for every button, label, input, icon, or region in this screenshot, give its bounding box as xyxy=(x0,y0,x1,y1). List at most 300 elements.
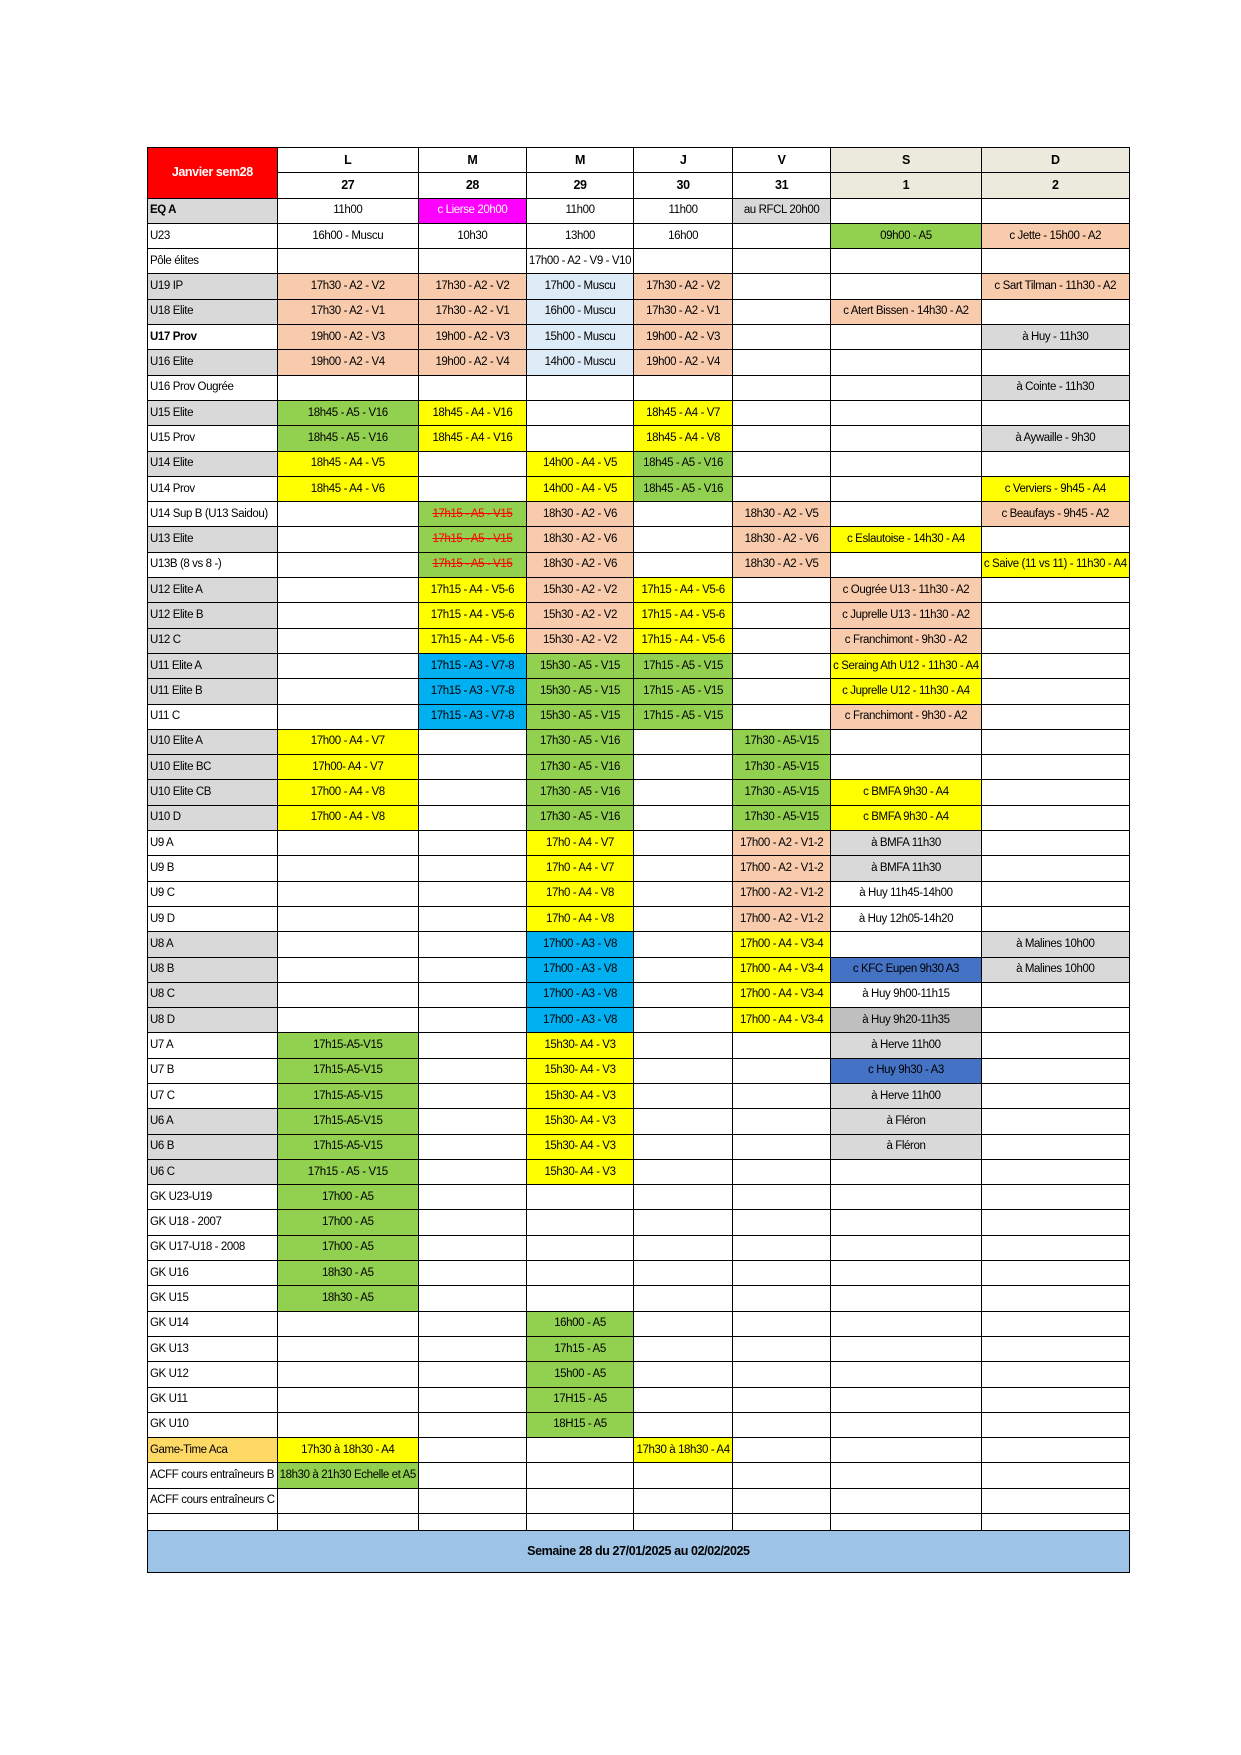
schedule-cell-tue xyxy=(418,1362,526,1387)
schedule-cell-fri: 17h00 - A2 - V1-2 xyxy=(733,831,831,856)
schedule-cell-tue xyxy=(418,1083,526,1108)
schedule-row xyxy=(148,932,1130,957)
schedule-cell-fri xyxy=(733,1033,831,1058)
schedule-cell-tue xyxy=(418,1463,526,1488)
team-label: U10 Elite BC xyxy=(148,755,278,780)
schedule-cell-wed xyxy=(526,1286,633,1311)
schedule-row xyxy=(148,831,1130,856)
schedule-cell-wed: 15h00 - Muscu xyxy=(526,325,633,350)
team-label: U12 Elite B xyxy=(148,603,278,628)
schedule-cell-tue xyxy=(418,1286,526,1311)
team-label: ACFF cours entraîneurs B xyxy=(148,1463,278,1488)
schedule-cell-wed: 17h0 - A4 - V7 xyxy=(526,856,633,881)
schedule-cell-sat: c Seraing Ath U12 - 11h30 - A4 xyxy=(831,653,982,678)
schedule-cell-mon xyxy=(277,856,418,881)
schedule-cell-fri xyxy=(733,1438,831,1463)
schedule-cell-sun xyxy=(981,1412,1129,1437)
schedule-cell-thu xyxy=(634,1362,733,1387)
team-label: U6 C xyxy=(148,1159,278,1184)
schedule-cell-wed xyxy=(526,1185,633,1210)
team-label: U14 Prov xyxy=(148,476,278,501)
schedule-cell-thu xyxy=(634,502,733,527)
schedule-cell-fri: 17h00 - A4 - V3-4 xyxy=(733,957,831,982)
schedule-cell-wed: 15h30 - A5 - V15 xyxy=(526,679,633,704)
team-label: U15 Elite xyxy=(148,400,278,425)
schedule-cell-sat xyxy=(831,325,982,350)
schedule-cell-wed: 15h30 - A2 - V2 xyxy=(526,578,633,603)
schedule-cell-sun: c Verviers - 9h45 - A4 xyxy=(981,476,1129,501)
schedule-cell-tue: 19h00 - A2 - V3 xyxy=(418,325,526,350)
schedule-cell-mon xyxy=(277,1514,418,1531)
schedule-cell-mon xyxy=(277,527,418,552)
schedule-cell-sat: à Herve 11h00 xyxy=(831,1033,982,1058)
schedule-cell-mon: 17h00- A4 - V7 xyxy=(277,755,418,780)
team-label: U11 Elite A xyxy=(148,653,278,678)
schedule-cell-mon xyxy=(277,932,418,957)
schedule-row xyxy=(148,1438,1130,1463)
schedule-cell-sun xyxy=(981,299,1129,324)
schedule-cell-tue: 17h15 - A3 - V7-8 xyxy=(418,704,526,729)
schedule-cell-thu xyxy=(634,249,733,274)
schedule-cell-mon: 17h00 - A5 xyxy=(277,1210,418,1235)
day-number-mon: 27 xyxy=(277,173,418,198)
schedule-cell-tue xyxy=(418,906,526,931)
schedule-cell-sat xyxy=(831,1412,982,1437)
schedule-row xyxy=(148,704,1130,729)
schedule-cell-fri xyxy=(733,400,831,425)
schedule-cell-wed: 18h30 - A2 - V6 xyxy=(526,552,633,577)
schedule-cell-sun xyxy=(981,451,1129,476)
schedule-cell-sun xyxy=(981,1235,1129,1260)
schedule-cell-tue: 18h45 - A4 - V16 xyxy=(418,400,526,425)
schedule-cell-thu: 17h30 - A2 - V2 xyxy=(634,274,733,299)
schedule-cell-wed: 16h00 - A5 xyxy=(526,1311,633,1336)
schedule-cell-tue: 17h15 - A5 - V15 xyxy=(418,552,526,577)
schedule-cell-sun: à Cointe - 11h30 xyxy=(981,375,1129,400)
schedule-cell-fri: 17h00 - A2 - V1-2 xyxy=(733,856,831,881)
weekly-schedule-table xyxy=(147,147,1130,1573)
day-number-thu: 30 xyxy=(634,173,733,198)
team-label: U12 Elite A xyxy=(148,578,278,603)
schedule-cell-tue xyxy=(418,249,526,274)
schedule-cell-thu xyxy=(634,1387,733,1412)
schedule-cell-sat: c Atert Bissen - 14h30 - A2 xyxy=(831,299,982,324)
schedule-row xyxy=(148,1514,1130,1531)
schedule-row xyxy=(148,653,1130,678)
week-range-footer: Semaine 28 du 27/01/2025 au 02/02/2025 xyxy=(148,1531,1130,1573)
schedule-row xyxy=(148,603,1130,628)
schedule-cell-tue xyxy=(418,1008,526,1033)
schedule-cell-wed xyxy=(526,1488,633,1513)
team-label: U16 Prov Ougrée xyxy=(148,375,278,400)
day-number-wed: 29 xyxy=(526,173,633,198)
schedule-cell-mon: 17h15 - A5 - V15 xyxy=(277,1159,418,1184)
team-label: Game-Time Aca xyxy=(148,1438,278,1463)
schedule-cell-fri xyxy=(733,1185,831,1210)
schedule-cell-fri: 17h00 - A4 - V3-4 xyxy=(733,932,831,957)
schedule-cell-sun: c Beaufays - 9h45 - A2 xyxy=(981,502,1129,527)
schedule-cell-thu xyxy=(634,932,733,957)
schedule-cell-sun xyxy=(981,856,1129,881)
schedule-cell-wed: 17h00 - A3 - V8 xyxy=(526,1008,633,1033)
schedule-cell-mon xyxy=(277,831,418,856)
schedule-cell-wed: 17h00 - A3 - V8 xyxy=(526,932,633,957)
schedule-cell-sat: c Juprelle U13 - 11h30 - A2 xyxy=(831,603,982,628)
team-label: U6 B xyxy=(148,1134,278,1159)
schedule-cell-mon: 17h00 - A4 - V8 xyxy=(277,805,418,830)
schedule-row xyxy=(148,1311,1130,1336)
team-label: U7 B xyxy=(148,1058,278,1083)
schedule-cell-fri xyxy=(733,249,831,274)
schedule-cell-sat: à Fléron xyxy=(831,1109,982,1134)
schedule-cell-sun xyxy=(981,1008,1129,1033)
schedule-cell-sat: à BMFA 11h30 xyxy=(831,831,982,856)
schedule-cell-sun xyxy=(981,249,1129,274)
schedule-row xyxy=(148,476,1130,501)
schedule-cell-mon: 18h45 - A4 - V5 xyxy=(277,451,418,476)
schedule-cell-sat xyxy=(831,375,982,400)
schedule-cell-sat xyxy=(831,1311,982,1336)
schedule-row xyxy=(148,1033,1130,1058)
schedule-cell-thu xyxy=(634,831,733,856)
schedule-cell-sun xyxy=(981,1514,1129,1531)
schedule-cell-mon xyxy=(277,1387,418,1412)
schedule-cell-sat xyxy=(831,198,982,223)
schedule-cell-thu xyxy=(634,755,733,780)
schedule-row xyxy=(148,1083,1130,1108)
schedule-cell-thu: 19h00 - A2 - V3 xyxy=(634,325,733,350)
schedule-cell-thu xyxy=(634,957,733,982)
schedule-cell-fri xyxy=(733,274,831,299)
schedule-cell-sat xyxy=(831,249,982,274)
day-letter-sat: S xyxy=(831,148,982,173)
schedule-row xyxy=(148,1134,1130,1159)
schedule-cell-mon: 18h45 - A5 - V16 xyxy=(277,400,418,425)
schedule-row xyxy=(148,578,1130,603)
schedule-cell-thu: 16h00 xyxy=(634,223,733,248)
schedule-cell-fri xyxy=(733,375,831,400)
schedule-cell-sun xyxy=(981,1185,1129,1210)
schedule-cell-wed: 15h30 - A5 - V15 xyxy=(526,704,633,729)
schedule-cell-tue xyxy=(418,1134,526,1159)
team-label: GK U17-U18 - 2008 xyxy=(148,1235,278,1260)
schedule-cell-fri: 18h30 - A2 - V5 xyxy=(733,552,831,577)
schedule-cell-wed xyxy=(526,375,633,400)
day-letter-sun: D xyxy=(981,148,1129,173)
schedule-cell-thu: 17h15 - A5 - V15 xyxy=(634,679,733,704)
team-label: EQ A xyxy=(148,198,278,223)
schedule-cell-mon: 17h30 à 18h30 - A4 xyxy=(277,1438,418,1463)
schedule-cell-sun xyxy=(981,805,1129,830)
schedule-cell-tue: c Lierse 20h00 xyxy=(418,198,526,223)
schedule-row xyxy=(148,679,1130,704)
schedule-cell-sun xyxy=(981,906,1129,931)
schedule-cell-fri xyxy=(733,426,831,451)
schedule-cell-mon xyxy=(277,1412,418,1437)
schedule-cell-tue xyxy=(418,881,526,906)
schedule-row xyxy=(148,1235,1130,1260)
schedule-cell-fri xyxy=(733,679,831,704)
team-label: GK U10 xyxy=(148,1412,278,1437)
schedule-cell-mon xyxy=(277,375,418,400)
schedule-cell-tue xyxy=(418,982,526,1007)
schedule-cell-thu xyxy=(634,1336,733,1361)
header-row-dates xyxy=(148,173,1130,198)
schedule-cell-sun xyxy=(981,1109,1129,1134)
schedule-cell-mon: 19h00 - A2 - V4 xyxy=(277,350,418,375)
schedule-row xyxy=(148,375,1130,400)
schedule-cell-thu xyxy=(634,1058,733,1083)
schedule-cell-fri xyxy=(733,1210,831,1235)
team-label: U8 B xyxy=(148,957,278,982)
team-label xyxy=(148,1514,278,1531)
schedule-cell-mon: 11h00 xyxy=(277,198,418,223)
schedule-cell-sun xyxy=(981,1362,1129,1387)
day-letter-mon: L xyxy=(277,148,418,173)
schedule-cell-tue xyxy=(418,1387,526,1412)
team-label: U17 Prov xyxy=(148,325,278,350)
schedule-cell-wed: 17H15 - A5 xyxy=(526,1387,633,1412)
team-label: U9 C xyxy=(148,881,278,906)
day-number-sun: 2 xyxy=(981,173,1129,198)
schedule-cell-tue xyxy=(418,1488,526,1513)
schedule-cell-mon xyxy=(277,603,418,628)
schedule-cell-sun xyxy=(981,729,1129,754)
schedule-cell-tue: 17h15 - A5 - V15 xyxy=(418,527,526,552)
schedule-cell-mon: 17h00 - A5 xyxy=(277,1235,418,1260)
schedule-cell-wed: 13h00 xyxy=(526,223,633,248)
team-label: U6 A xyxy=(148,1109,278,1134)
team-label: U13B (8 vs 8 -) xyxy=(148,552,278,577)
schedule-cell-sat xyxy=(831,755,982,780)
schedule-cell-sat: c BMFA 9h30 - A4 xyxy=(831,805,982,830)
schedule-cell-thu xyxy=(634,1286,733,1311)
schedule-cell-sun xyxy=(981,350,1129,375)
schedule-cell-thu: 17h15 - A4 - V5-6 xyxy=(634,603,733,628)
schedule-cell-fri xyxy=(733,1387,831,1412)
team-label: GK U18 - 2007 xyxy=(148,1210,278,1235)
team-label: U10 Elite A xyxy=(148,729,278,754)
schedule-cell-sat xyxy=(831,350,982,375)
schedule-cell-tue: 17h15 - A3 - V7-8 xyxy=(418,653,526,678)
schedule-cell-thu xyxy=(634,1210,733,1235)
schedule-cell-fri: 17h00 - A2 - V1-2 xyxy=(733,906,831,931)
schedule-cell-sun xyxy=(981,1210,1129,1235)
team-label: U16 Elite xyxy=(148,350,278,375)
schedule-cell-tue xyxy=(418,375,526,400)
schedule-cell-tue: 10h30 xyxy=(418,223,526,248)
schedule-cell-fri xyxy=(733,1286,831,1311)
team-label: Pôle élites xyxy=(148,249,278,274)
schedule-cell-wed: 17h00 - A3 - V8 xyxy=(526,982,633,1007)
schedule-cell-sat xyxy=(831,1463,982,1488)
schedule-cell-wed: 15h30- A4 - V3 xyxy=(526,1058,633,1083)
schedule-cell-thu: 17h15 - A5 - V15 xyxy=(634,653,733,678)
schedule-cell-sun: c Saive (11 vs 11) - 11h30 - A4 xyxy=(981,552,1129,577)
schedule-cell-thu xyxy=(634,1261,733,1286)
schedule-row xyxy=(148,1185,1130,1210)
schedule-cell-mon xyxy=(277,502,418,527)
day-number-fri: 31 xyxy=(733,173,831,198)
schedule-cell-mon: 17h00 - A4 - V7 xyxy=(277,729,418,754)
schedule-cell-sun xyxy=(981,1336,1129,1361)
schedule-cell-wed: 17h30 - A5 - V16 xyxy=(526,780,633,805)
schedule-cell-thu xyxy=(634,1412,733,1437)
schedule-cell-thu: 17h15 - A5 - V15 xyxy=(634,704,733,729)
schedule-cell-thu: 18h45 - A5 - V16 xyxy=(634,451,733,476)
schedule-cell-sat xyxy=(831,451,982,476)
schedule-cell-wed: 15h30 - A2 - V2 xyxy=(526,603,633,628)
team-label: U8 C xyxy=(148,982,278,1007)
schedule-cell-tue xyxy=(418,831,526,856)
schedule-row xyxy=(148,274,1130,299)
schedule-cell-mon xyxy=(277,679,418,704)
schedule-cell-sun xyxy=(981,578,1129,603)
schedule-cell-sun xyxy=(981,881,1129,906)
schedule-cell-wed: 15h30 - A5 - V15 xyxy=(526,653,633,678)
schedule-cell-thu xyxy=(634,906,733,931)
schedule-row xyxy=(148,729,1130,754)
team-label: GK U14 xyxy=(148,1311,278,1336)
schedule-cell-sat xyxy=(831,1261,982,1286)
team-label: U19 IP xyxy=(148,274,278,299)
team-label: U11 Elite B xyxy=(148,679,278,704)
schedule-row xyxy=(148,1463,1130,1488)
schedule-cell-fri: 18h30 - A2 - V6 xyxy=(733,527,831,552)
schedule-cell-mon: 18h45 - A4 - V6 xyxy=(277,476,418,501)
schedule-cell-sat xyxy=(831,1514,982,1531)
team-label: U10 D xyxy=(148,805,278,830)
schedule-cell-sat xyxy=(831,1387,982,1412)
schedule-cell-sun xyxy=(981,1159,1129,1184)
team-label: U11 C xyxy=(148,704,278,729)
schedule-cell-thu: 11h00 xyxy=(634,198,733,223)
schedule-cell-mon xyxy=(277,1488,418,1513)
team-label: U9 B xyxy=(148,856,278,881)
schedule-cell-wed xyxy=(526,1438,633,1463)
schedule-cell-wed: 17h15 - A5 xyxy=(526,1336,633,1361)
schedule-cell-tue xyxy=(418,932,526,957)
schedule-cell-wed: 17h00 - A3 - V8 xyxy=(526,957,633,982)
schedule-cell-thu xyxy=(634,552,733,577)
team-label: GK U23-U19 xyxy=(148,1185,278,1210)
schedule-cell-sun xyxy=(981,198,1129,223)
team-label: U23 xyxy=(148,223,278,248)
schedule-cell-tue: 17h15 - A4 - V5-6 xyxy=(418,578,526,603)
schedule-cell-thu xyxy=(634,1514,733,1531)
schedule-cell-mon xyxy=(277,957,418,982)
schedule-row xyxy=(148,1210,1130,1235)
schedule-cell-fri xyxy=(733,299,831,324)
schedule-cell-mon: 18h30 - A5 xyxy=(277,1261,418,1286)
schedule-cell-thu xyxy=(634,881,733,906)
schedule-cell-thu xyxy=(634,375,733,400)
schedule-cell-thu xyxy=(634,982,733,1007)
schedule-cell-wed xyxy=(526,426,633,451)
schedule-cell-sat xyxy=(831,1488,982,1513)
schedule-cell-wed xyxy=(526,1235,633,1260)
schedule-cell-wed: 14h00 - A4 - V5 xyxy=(526,476,633,501)
schedule-cell-sun: à Aywaille - 9h30 xyxy=(981,426,1129,451)
schedule-cell-sun: à Malines 10h00 xyxy=(981,957,1129,982)
schedule-cell-thu xyxy=(634,1033,733,1058)
day-letter-wed: M xyxy=(526,148,633,173)
schedule-cell-tue: 17h15 - A4 - V5-6 xyxy=(418,603,526,628)
schedule-cell-wed: 17h0 - A4 - V8 xyxy=(526,906,633,931)
schedule-cell-fri xyxy=(733,1362,831,1387)
schedule-cell-fri xyxy=(733,1463,831,1488)
schedule-cell-tue: 17h15 - A4 - V5-6 xyxy=(418,628,526,653)
schedule-row xyxy=(148,1008,1130,1033)
schedule-row xyxy=(148,1058,1130,1083)
day-number-tue: 28 xyxy=(418,173,526,198)
schedule-cell-sun xyxy=(981,400,1129,425)
schedule-cell-sat xyxy=(831,274,982,299)
schedule-cell-fri xyxy=(733,325,831,350)
schedule-cell-sat xyxy=(831,400,982,425)
schedule-cell-fri xyxy=(733,1412,831,1437)
schedule-cell-thu: 18h45 - A4 - V7 xyxy=(634,400,733,425)
schedule-cell-mon xyxy=(277,704,418,729)
schedule-cell-fri: 17h00 - A2 - V1-2 xyxy=(733,881,831,906)
schedule-cell-sun xyxy=(981,679,1129,704)
schedule-cell-sun xyxy=(981,1033,1129,1058)
schedule-cell-tue: 17h15 - A5 - V15 xyxy=(418,502,526,527)
schedule-row xyxy=(148,249,1130,274)
schedule-row xyxy=(148,1159,1130,1184)
schedule-cell-fri xyxy=(733,350,831,375)
schedule-cell-wed: 17h30 - A5 - V16 xyxy=(526,755,633,780)
schedule-cell-wed: 17h00 - A2 - V9 - V10 xyxy=(526,249,633,274)
team-label: U15 Prov xyxy=(148,426,278,451)
schedule-cell-tue xyxy=(418,451,526,476)
schedule-cell-sat: 09h00 - A5 xyxy=(831,223,982,248)
schedule-cell-wed: 18h30 - A2 - V6 xyxy=(526,502,633,527)
schedule-cell-fri xyxy=(733,223,831,248)
schedule-cell-thu xyxy=(634,1109,733,1134)
schedule-row xyxy=(148,881,1130,906)
schedule-cell-fri xyxy=(733,1083,831,1108)
schedule-cell-mon: 18h30 à 21h30 Echelle et A5 xyxy=(277,1463,418,1488)
schedule-cell-sat xyxy=(831,1362,982,1387)
schedule-cell-sun xyxy=(981,1261,1129,1286)
schedule-cell-wed: 18H15 - A5 xyxy=(526,1412,633,1437)
schedule-cell-sat xyxy=(831,1286,982,1311)
schedule-cell-sat xyxy=(831,476,982,501)
schedule-cell-tue xyxy=(418,1033,526,1058)
schedule-cell-tue xyxy=(418,856,526,881)
schedule-cell-wed: 11h00 xyxy=(526,198,633,223)
schedule-cell-sat: à Herve 11h00 xyxy=(831,1083,982,1108)
team-label: U7 A xyxy=(148,1033,278,1058)
schedule-row xyxy=(148,299,1130,324)
schedule-cell-sat: à Huy 9h20-11h35 xyxy=(831,1008,982,1033)
schedule-cell-mon: 19h00 - A2 - V3 xyxy=(277,325,418,350)
schedule-row xyxy=(148,502,1130,527)
schedule-row xyxy=(148,350,1130,375)
schedule-cell-sat: à Huy 11h45-14h00 xyxy=(831,881,982,906)
schedule-cell-thu: 17h15 - A4 - V5-6 xyxy=(634,628,733,653)
schedule-cell-fri: 17h30 - A5-V15 xyxy=(733,755,831,780)
schedule-cell-tue: 17h30 - A2 - V2 xyxy=(418,274,526,299)
schedule-cell-mon xyxy=(277,1336,418,1361)
schedule-cell-fri xyxy=(733,1514,831,1531)
schedule-cell-mon: 17h15-A5-V15 xyxy=(277,1058,418,1083)
schedule-cell-wed: 16h00 - Muscu xyxy=(526,299,633,324)
schedule-cell-sat: c Ougrée U13 - 11h30 - A2 xyxy=(831,578,982,603)
schedule-cell-thu xyxy=(634,1185,733,1210)
schedule-cell-mon: 18h30 - A5 xyxy=(277,1286,418,1311)
